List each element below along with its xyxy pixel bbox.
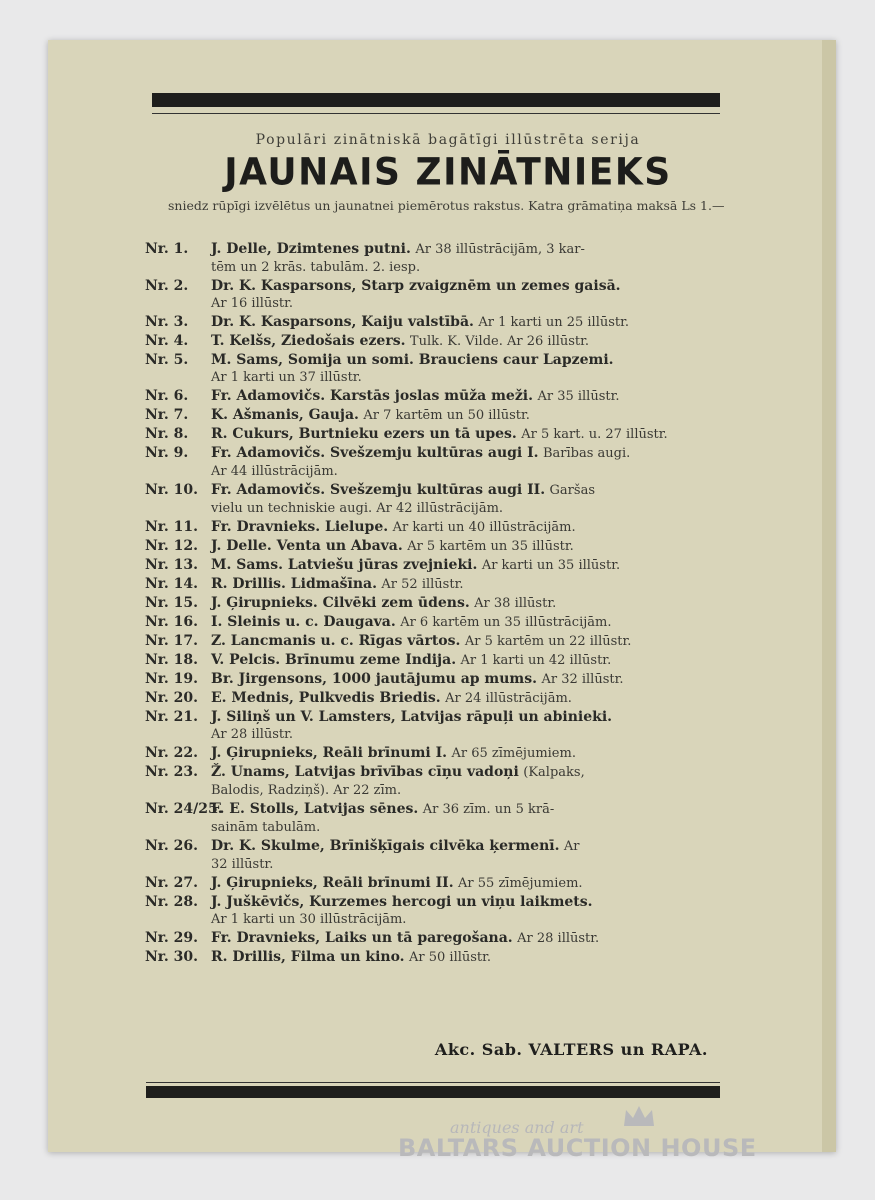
book-number: Nr. 13. bbox=[145, 557, 198, 573]
book-details: Ar 24 illūstrācijām. bbox=[445, 691, 572, 706]
book-number: Nr. 22. bbox=[145, 745, 198, 761]
book-entry bbox=[145, 444, 735, 481]
book-text bbox=[211, 874, 735, 893]
book-author-title: Dr. K. Kasparsons, Kaiju valstībā. bbox=[211, 314, 474, 330]
book-details-continued: Ar 1 karti un 37 illūstr. bbox=[211, 370, 362, 385]
book-entry bbox=[145, 481, 735, 518]
book-details: Ar 32 illūstr. bbox=[541, 672, 624, 687]
book-text bbox=[211, 518, 735, 537]
book-number: Nr. 7. bbox=[145, 407, 189, 423]
book-text bbox=[211, 929, 735, 948]
book-number: Nr. 20. bbox=[145, 690, 198, 706]
book-entry bbox=[145, 594, 735, 613]
book-author-title: Fr. Adamovičs. Karstās joslas mūža meži. bbox=[211, 388, 533, 404]
book-details-continued: Ar 16 illūstr. bbox=[211, 296, 294, 311]
book-text bbox=[211, 708, 735, 744]
book-number: Nr. 18. bbox=[145, 652, 198, 668]
series-description: sniedz rūpīgi izvēlētus un jaunatnei piemērotus rakstus. Katra grāmatiņa maksā Ls 1.— bbox=[168, 198, 725, 213]
book-text bbox=[211, 893, 735, 929]
book-entry bbox=[145, 800, 735, 837]
book-details: Ar 5 kartēm un 35 illūstr. bbox=[407, 539, 574, 554]
book-details: Ar 36 zīm. un 5 krā- bbox=[422, 802, 555, 817]
book-author-title: Fr. Dravnieks, Laiks un tā paregošana. bbox=[211, 930, 513, 946]
book-author-title: Z. Lancmanis u. c. Rīgas vārtos. bbox=[211, 633, 461, 649]
book-details: Tulk. K. Vilde. Ar 26 illūstr. bbox=[409, 334, 590, 349]
series-subtitle: Populāri zinātniskā bagātīgi illūstrēta serija bbox=[255, 132, 641, 148]
book-entry bbox=[145, 351, 735, 387]
book-text bbox=[211, 277, 735, 313]
book-text bbox=[211, 613, 735, 632]
book-author-title: T. Kelšs, Ziedošais ezers. bbox=[211, 333, 406, 349]
book-details: Ar 1 karti un 25 illūstr. bbox=[478, 315, 630, 330]
book-text bbox=[211, 556, 735, 575]
book-author-title: J. Delle, Dzimtenes putni. bbox=[211, 241, 411, 257]
book-details: Ar 28 illūstr. bbox=[517, 931, 600, 946]
book-text bbox=[211, 744, 735, 763]
book-number: Nr. 2. bbox=[145, 278, 189, 294]
book-entry bbox=[145, 537, 735, 556]
book-author-title: J. Ģirupnieks, Reāli brīnumi II. bbox=[211, 875, 454, 891]
book-number: Nr. 12. bbox=[145, 538, 198, 554]
book-text bbox=[211, 948, 735, 967]
book-text bbox=[211, 387, 735, 406]
book-number: Nr. 21. bbox=[145, 709, 198, 725]
book-author-title: Br. Jirgensons, 1000 jautājumu ap mums. bbox=[211, 671, 537, 687]
book-number: Nr. 6. bbox=[145, 388, 189, 404]
book-entry bbox=[145, 689, 735, 708]
top-rule bbox=[152, 93, 720, 107]
book-details: Ar 55 zīmējumiem. bbox=[458, 876, 583, 891]
book-number: Nr. 23. bbox=[145, 764, 198, 780]
book-author-title: Ž. Unams, Latvijas brīvības cīņu vadoņi bbox=[211, 764, 519, 780]
book-details: Ar 6 kartēm un 35 illūstrācijām. bbox=[400, 615, 612, 630]
book-number: Nr. 30. bbox=[145, 949, 198, 965]
book-text bbox=[211, 800, 735, 837]
book-number: Nr. 29. bbox=[145, 930, 198, 946]
book-entry bbox=[145, 240, 735, 277]
book-list bbox=[145, 240, 735, 967]
book-text bbox=[211, 351, 735, 387]
book-author-title: J. Ģirupnieks. Cilvēki zem ūdens. bbox=[211, 595, 470, 611]
book-text bbox=[211, 313, 735, 332]
book-author-title: Fr. Adamovičs. Svešzemju kultūras augi II. bbox=[211, 482, 546, 498]
book-entry bbox=[145, 874, 735, 893]
book-number: Nr. 5. bbox=[145, 352, 189, 368]
book-author-title: Dr. K. Skulme, Brīnišķīgais cilvēka ķermenī. bbox=[211, 838, 560, 854]
book-text bbox=[211, 444, 735, 481]
book-entry bbox=[145, 613, 735, 632]
publisher-name: Akc. Sab. VALTERS un RAPA. bbox=[434, 1040, 708, 1059]
book-author-title: F. E. Stolls, Latvijas sēnes. bbox=[211, 801, 419, 817]
book-details: Ar 65 zīmējumiem. bbox=[451, 746, 576, 761]
book-details-continued: 32 illūstr. bbox=[211, 857, 274, 872]
book-number: Nr. 9. bbox=[145, 445, 189, 461]
book-entry bbox=[145, 575, 735, 594]
book-entry bbox=[145, 277, 735, 313]
book-author-title: Fr. Dravnieks. Lielupe. bbox=[211, 519, 389, 535]
book-number: Nr. 10. bbox=[145, 482, 198, 498]
book-details-continued: Ar 1 karti un 30 illūstrācijām. bbox=[211, 912, 407, 927]
book-details: Barības augi. bbox=[543, 446, 631, 461]
book-entry bbox=[145, 744, 735, 763]
top-thin-rule bbox=[152, 113, 720, 114]
book-author-title: K. Ašmanis, Gauja. bbox=[211, 407, 359, 423]
book-entry bbox=[145, 670, 735, 689]
book-text bbox=[211, 332, 735, 351]
book-details: Ar 35 illūstr. bbox=[537, 389, 620, 404]
book-number: Nr. 14. bbox=[145, 576, 198, 592]
bottom-thin-rule bbox=[146, 1082, 720, 1083]
book-entry bbox=[145, 837, 735, 874]
book-details: Ar 7 kartēm un 50 illūstr. bbox=[363, 408, 530, 423]
page-edge bbox=[822, 40, 836, 1152]
book-number: Nr. 27. bbox=[145, 875, 198, 891]
book-author-title: Fr. Adamovičs. Svešzemju kultūras augi I. bbox=[211, 445, 539, 461]
book-author-title: J. Siliņš un V. Lamsters, Latvijas rāpuļi un abinieki. bbox=[211, 709, 613, 725]
series-title: JAUNAIS ZINĀTNIEKS bbox=[224, 150, 672, 195]
book-text bbox=[211, 481, 735, 518]
book-author-title: Dr. K. Kasparsons, Starp zvaigznēm un zemes gaisā. bbox=[211, 278, 621, 294]
book-number: Nr. 17. bbox=[145, 633, 198, 649]
book-details-continued: Balodis, Radziņš). Ar 22 zīm. bbox=[211, 783, 402, 798]
book-author-title: E. Mednis, Pulkvedis Briedis. bbox=[211, 690, 441, 706]
book-number: Nr. 26. bbox=[145, 838, 198, 854]
book-entry bbox=[145, 556, 735, 575]
book-entry bbox=[145, 406, 735, 425]
book-text bbox=[211, 837, 735, 874]
book-author-title: J. Ģirupnieks, Reāli brīnumi I. bbox=[211, 745, 448, 761]
book-details: Ar 50 illūstr. bbox=[409, 950, 492, 965]
book-author-title: M. Sams. Latviešu jūras zvejnieki. bbox=[211, 557, 478, 573]
book-back-cover bbox=[48, 40, 836, 1152]
book-text bbox=[211, 670, 735, 689]
book-details: (Kalpaks, bbox=[523, 765, 585, 780]
book-entry bbox=[145, 763, 735, 800]
book-number: Nr. 16. bbox=[145, 614, 198, 630]
crown-icon bbox=[622, 1104, 656, 1130]
book-details: Ar karti un 35 illūstr. bbox=[481, 558, 621, 573]
book-author-title: J. Juškēvičs, Kurzemes hercogi un viņu laikmets. bbox=[211, 894, 593, 910]
book-number: Nr. 11. bbox=[145, 519, 198, 535]
book-author-title: R. Drillis. Lidmašīna. bbox=[211, 576, 377, 592]
book-entry bbox=[145, 651, 735, 670]
book-details: Ar karti un 40 illūstrācijām. bbox=[392, 520, 576, 535]
book-details: Ar 52 illūstr. bbox=[381, 577, 464, 592]
book-text bbox=[211, 651, 735, 670]
book-author-title: I. Sleinis u. c. Daugava. bbox=[211, 614, 396, 630]
book-number: Nr. 1. bbox=[145, 241, 189, 257]
watermark-name: BALTARS AUCTION HOUSE bbox=[398, 1134, 757, 1162]
book-author-title: R. Cukurs, Burtnieku ezers un tā upes. bbox=[211, 426, 517, 442]
book-number: Nr. 28. bbox=[145, 894, 198, 910]
book-entry bbox=[145, 632, 735, 651]
book-entry bbox=[145, 929, 735, 948]
book-text bbox=[211, 537, 735, 556]
book-details-continued: sainām tabulām. bbox=[211, 820, 321, 835]
bottom-rule bbox=[146, 1086, 720, 1098]
book-details-continued: tēm un 2 krās. tabulām. 2. iesp. bbox=[211, 260, 421, 275]
book-entry bbox=[145, 518, 735, 537]
book-details: Ar 38 illūstrācijām, 3 kar- bbox=[415, 242, 585, 257]
book-details: Ar 1 karti un 42 illūstr. bbox=[460, 653, 612, 668]
book-text bbox=[211, 425, 735, 444]
book-entry bbox=[145, 708, 735, 744]
book-details-continued: Ar 28 illūstr. bbox=[211, 727, 294, 742]
book-number: Nr. 24/25. bbox=[145, 801, 223, 817]
book-number: Nr. 3. bbox=[145, 314, 189, 330]
book-author-title: R. Drillis, Filma un kino. bbox=[211, 949, 405, 965]
book-details: Ar 38 illūstr. bbox=[474, 596, 557, 611]
book-details-continued: vielu un techniskie augi. Ar 42 illūstrācijām. bbox=[211, 501, 504, 516]
book-entry bbox=[145, 425, 735, 444]
book-entry bbox=[145, 387, 735, 406]
book-number: Nr. 8. bbox=[145, 426, 189, 442]
book-text bbox=[211, 632, 735, 651]
book-author-title: V. Pelcis. Brīnumu zeme Indija. bbox=[211, 652, 457, 668]
book-details: Ar 5 kart. u. 27 illūstr. bbox=[521, 427, 668, 442]
book-details-continued: Ar 44 illūstrācijām. bbox=[211, 464, 338, 479]
book-entry bbox=[145, 893, 735, 929]
book-details: Ar 5 kartēm un 22 illūstr. bbox=[464, 634, 632, 649]
book-text bbox=[211, 594, 735, 613]
watermark-tagline: antiques and art bbox=[450, 1118, 584, 1137]
book-text bbox=[211, 763, 735, 800]
book-number: Nr. 19. bbox=[145, 671, 198, 687]
book-author-title: M. Sams, Somija un somi. Brauciens caur Lapzemi. bbox=[211, 352, 614, 368]
book-details: Ar bbox=[563, 839, 580, 854]
book-text bbox=[211, 575, 735, 594]
book-entry bbox=[145, 313, 735, 332]
book-entry bbox=[145, 332, 735, 351]
book-details: Garšas bbox=[549, 483, 595, 498]
book-number: Nr. 4. bbox=[145, 333, 189, 349]
book-entry bbox=[145, 948, 735, 967]
book-number: Nr. 15. bbox=[145, 595, 198, 611]
book-author-title: J. Delle. Venta un Abava. bbox=[211, 538, 403, 554]
book-text bbox=[211, 689, 735, 708]
book-text bbox=[211, 406, 735, 425]
book-text bbox=[211, 240, 735, 277]
